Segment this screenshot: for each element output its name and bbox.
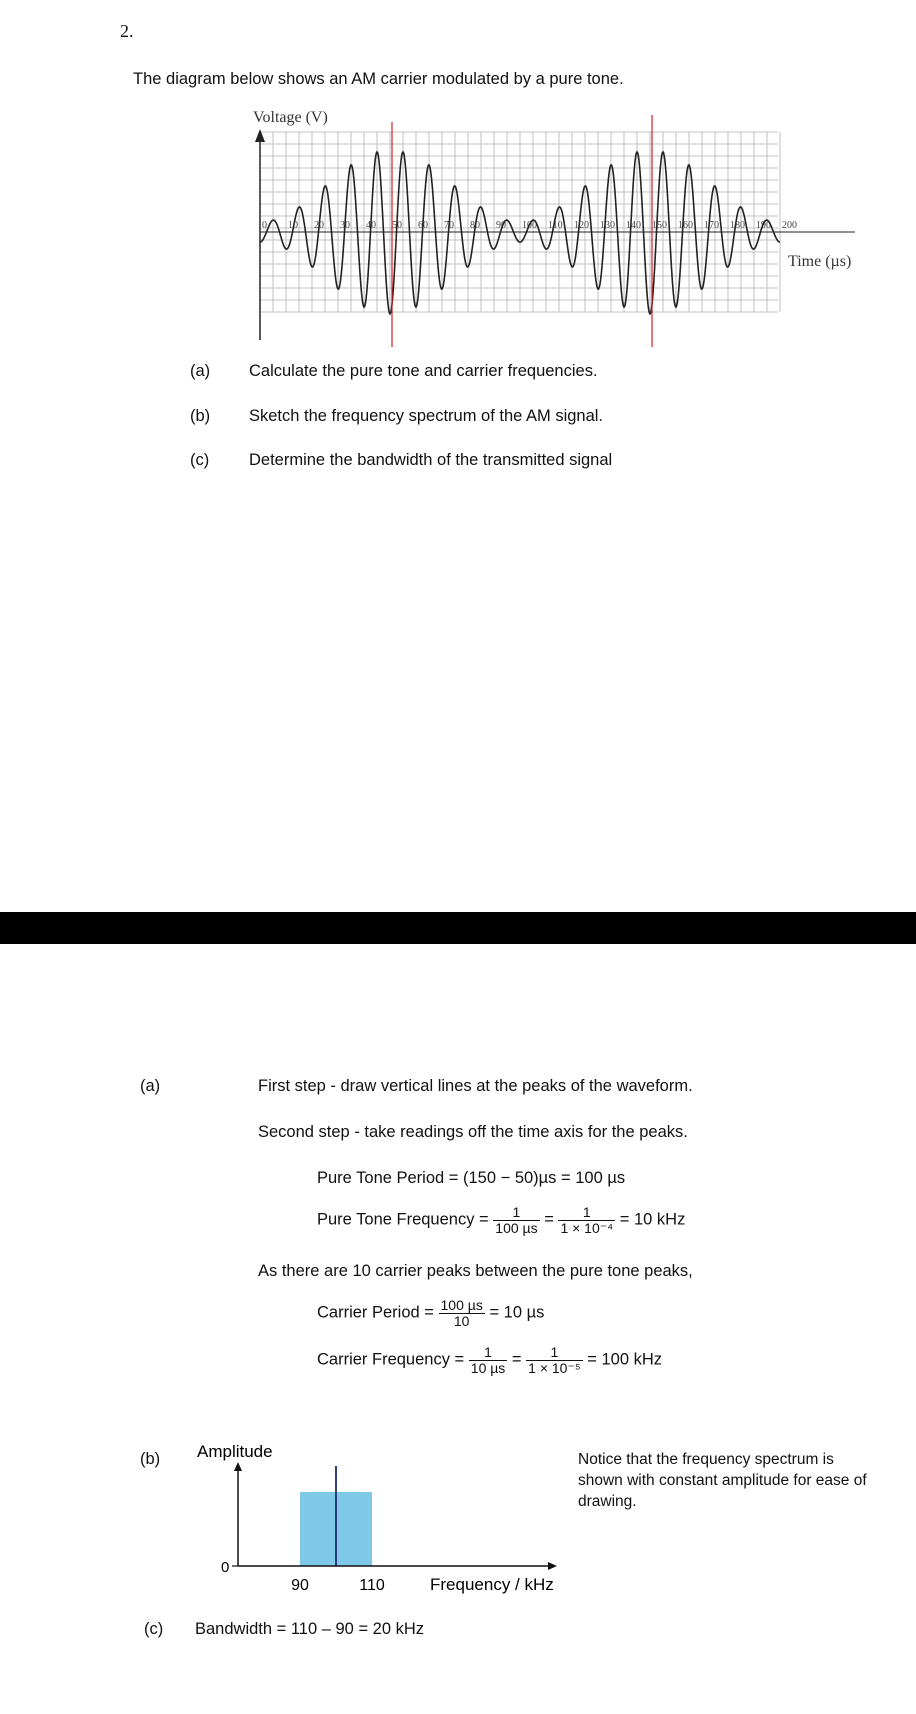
spectrum-zero-label: 0 — [221, 1559, 230, 1576]
time-tick-label: 100 — [522, 220, 537, 231]
tone-freq-label: Pure Tone Frequency = — [317, 1210, 489, 1229]
answer-c-label: (c) — [144, 1620, 164, 1638]
answer-c-text: Bandwidth = 110 – 90 = 20 kHz — [195, 1620, 425, 1638]
denominator: 10 — [453, 1312, 470, 1329]
spectrum-y-arrow — [234, 1462, 242, 1471]
tone-frequency-equation: Pure Tone Frequency = $\frac{1}{\text{100 µs}}$ = $\frac{1}{\text{1 × 10⁻⁴}}$ = 10 kHz — [317, 1204, 686, 1236]
denominator: 1 × 10⁻⁴ — [560, 1219, 614, 1236]
part-a-text: Calculate the pure tone and carrier frequencies. — [249, 362, 598, 380]
spectrum-y-label: Amplitude — [197, 1442, 273, 1461]
time-tick-label: 110 — [548, 220, 563, 231]
fraction — [526, 1345, 583, 1375]
answer-a-step1: First step - draw vertical lines at the peaks of the waveform. — [258, 1077, 693, 1095]
fraction — [439, 1298, 485, 1328]
carrier-frequency-equation: Carrier Frequency = $\frac{1}{\text{10 µs}}$ = $\frac{1}{\text{1 × 10⁻⁵}}$ = 100 kHz — [317, 1344, 662, 1376]
grid — [260, 132, 780, 312]
part-a-label: (a) — [190, 362, 211, 380]
time-tick-label: 10 — [288, 220, 298, 231]
numerator: 1 — [493, 1205, 539, 1221]
time-tick-label: 170 — [704, 220, 719, 231]
time-tick-label: 120 — [574, 220, 589, 231]
spectrum-tick-90: 90 — [291, 1577, 309, 1594]
time-tick-label: 130 — [600, 220, 615, 231]
x-axis-label: Time (µs) — [788, 253, 852, 270]
am-waveform-diagram — [240, 100, 880, 350]
carrier-period-equation — [317, 1298, 544, 1328]
time-tick-label: 40 — [366, 220, 376, 231]
time-tick-label: 90 — [496, 220, 506, 231]
time-tick-label: 160 — [678, 220, 693, 231]
carrier-period-result: = 10 µs — [489, 1303, 545, 1322]
question-intro: The diagram below shows an AM carrier modulated by a pure tone. — [133, 70, 624, 88]
fraction — [493, 1205, 539, 1235]
tone-period-equation: Pure Tone Period = (150 − 50)µs = 100 µs — [317, 1169, 626, 1187]
frequency-spectrum-sketch — [190, 1438, 580, 1598]
fraction — [558, 1205, 615, 1235]
denominator: 10 µs — [470, 1359, 506, 1376]
time-tick-label: 180 — [730, 220, 745, 231]
time-tick-label: 30 — [340, 220, 350, 231]
denominator: 100 µs — [495, 1219, 538, 1236]
spectrum-x-arrow — [548, 1562, 557, 1570]
answer-a-label: (a) — [140, 1077, 161, 1095]
carrier-freq-result: = 100 kHz — [587, 1350, 662, 1369]
time-tick-label: 80 — [470, 220, 480, 231]
time-tick-label: 70 — [444, 220, 454, 231]
time-tick-label: 140 — [626, 220, 641, 231]
carrier-freq-label: Carrier Frequency = — [317, 1350, 465, 1369]
page-separator — [0, 912, 916, 944]
time-tick-label: 20 — [314, 220, 324, 231]
time-tick-label: 50 — [392, 220, 402, 231]
spectrum-tick-110: 110 — [359, 1577, 385, 1594]
numerator: 100 µs — [440, 1297, 483, 1313]
time-tick-label: 0 — [262, 220, 267, 231]
time-tick-label: 190 — [756, 220, 771, 231]
numerator: 1 — [526, 1345, 583, 1361]
numerator: 1 — [558, 1205, 615, 1221]
spectrum-note: Notice that the frequency spectrum is shown with constant amplitude for ease of drawing. — [578, 1451, 867, 1510]
y-axis-label: Voltage (V) — [253, 109, 328, 126]
carrier-period-label: Carrier Period = — [317, 1303, 434, 1322]
spectrum-x-label: Frequency / kHz — [430, 1575, 554, 1594]
part-c-text: Determine the bandwidth of the transmitted signal — [249, 451, 613, 469]
answer-a-step2: Second step - take readings off the time axis for the peaks. — [258, 1123, 688, 1141]
part-c-label: (c) — [190, 451, 210, 469]
answer-b-label: (b) — [140, 1450, 161, 1468]
time-tick-label: 60 — [418, 220, 428, 231]
numerator: 1 — [469, 1345, 508, 1361]
time-tick-label: 200 — [782, 220, 797, 231]
time-tick-label: 150 — [652, 220, 667, 231]
tone-freq-result: = 10 kHz — [619, 1210, 686, 1229]
question-number: 2. — [120, 21, 134, 41]
part-b-label: (b) — [190, 407, 211, 425]
y-axis-arrow — [255, 129, 265, 142]
carrier-intro: As there are 10 carrier peaks between the pure tone peaks, — [258, 1262, 693, 1280]
denominator: 1 × 10⁻⁵ — [528, 1359, 581, 1376]
fraction — [469, 1345, 508, 1375]
part-b-text: Sketch the frequency spectrum of the AM signal. — [249, 407, 604, 425]
